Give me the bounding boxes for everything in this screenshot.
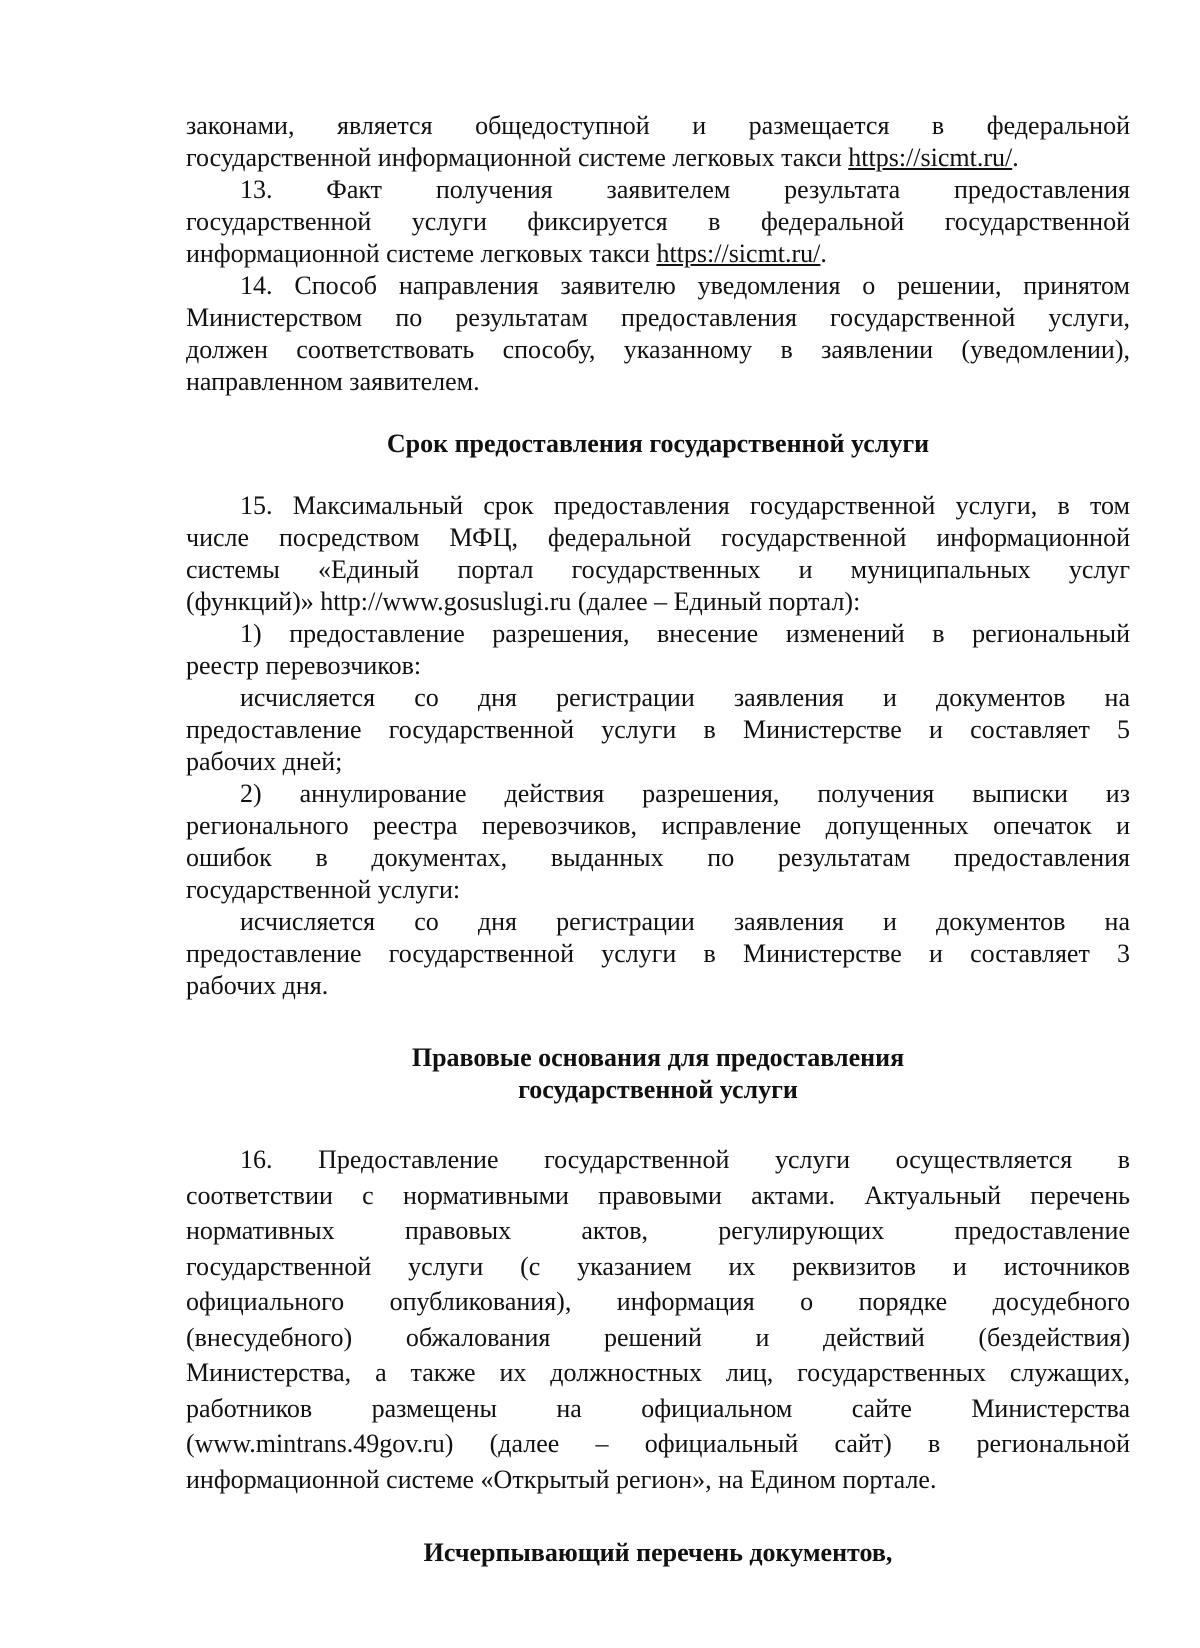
- list-item-1: 1) предоставление разрешения, внесение изменений в региональный: [240, 619, 1130, 648]
- text-line: нормативных правовых актов, регулирующих предоставление: [186, 1216, 1130, 1245]
- paragraph-12: [186, 110, 1130, 174]
- text-line: предоставление государственной услуги в Министерстве и составляет 5: [186, 715, 1130, 744]
- text-line: реестр перевозчиков:: [186, 651, 422, 680]
- section-heading-documents: Исчерпывающий перечень документов,: [423, 1538, 893, 1567]
- text-line: Министерством по результатам предоставления государственной услуги,: [186, 303, 1130, 332]
- text-line: исчисляется со дня регистрации заявления и документов на: [240, 683, 1130, 712]
- text-span: .: [820, 239, 827, 268]
- paragraph-13: [186, 174, 1130, 270]
- text-line: [186, 238, 1130, 270]
- text-line: предоставление государственной услуги в Министерстве и составляет 3: [186, 939, 1130, 968]
- section-heading-term: Срок предоставления государственной услуги: [386, 429, 930, 458]
- text-line: [186, 142, 1130, 174]
- text-line: законами, является общедоступной и размещается в федеральной: [186, 111, 1130, 140]
- sicmt-link[interactable]: https://sicmt.ru/: [656, 239, 821, 268]
- document-page: [186, 110, 1130, 1569]
- text-span: государственной информационной системе легковых такси: [186, 143, 849, 172]
- text-line: направленном заявителем.: [186, 367, 480, 396]
- text-line: государственной услуги:: [186, 875, 461, 904]
- text-line: 16. Предоставление государственной услуги осуществляется в: [240, 1145, 1130, 1174]
- text-line: ошибок в документах, выданных по результатам предоставления: [186, 843, 1130, 872]
- text-line: рабочих дней;: [186, 747, 343, 776]
- text-line: Министерства, а также их должностных лиц, государственных служащих,: [186, 1358, 1130, 1387]
- text-line: числе посредством МФЦ, федеральной государственной информационной: [186, 523, 1130, 552]
- text-line: информационной системе «Открытый регион», на Едином портале.: [186, 1464, 937, 1494]
- text-line: регионального реестра перевозчиков, исправление допущенных опечаток и: [186, 811, 1130, 840]
- section-heading-legal: Правовые основания для предоставления: [411, 1043, 905, 1072]
- text-line: (внесудебного) обжалования решений и действий (бездействия): [186, 1322, 1130, 1352]
- text-line: 15. Максимальный срок предоставления государственной услуги, в том: [240, 491, 1130, 520]
- text-line: работников размещены на официальном сайте Министерства: [186, 1393, 1130, 1423]
- text-line: должен соответствовать способу, указанному в заявлении (уведомлении),: [186, 335, 1130, 364]
- text-line: 13. Факт получения заявителем результата предоставления: [240, 175, 1130, 204]
- paragraph-14: [186, 270, 1130, 398]
- text-line: рабочих дня.: [186, 971, 329, 1000]
- text-line: (www.mintrans.49gov.ru) (далее – официальный сайт) в региональной: [186, 1429, 1130, 1458]
- text-line: государственной услуги (с указанием их реквизитов и источников: [186, 1251, 1130, 1281]
- text-span: .: [1012, 143, 1019, 172]
- text-line: системы «Единый портал государственных и муниципальных услуг: [186, 555, 1130, 584]
- text-line: 14. Способ направления заявителю уведомления о решении, принятом: [240, 271, 1130, 300]
- section-heading-legal-line2: государственной услуги: [518, 1075, 798, 1104]
- text-line: государственной услуги фиксируется в федеральной государственной: [186, 207, 1130, 236]
- text-line: исчисляется со дня регистрации заявления и документов на: [240, 907, 1130, 936]
- list-item-2: 2) аннулирование действия разрешения, получения выписки из: [240, 779, 1130, 808]
- paragraph-16: [186, 1142, 1130, 1497]
- text-span: информационной системе легковых такси: [186, 239, 657, 268]
- sicmt-link[interactable]: https://sicmt.ru/: [848, 143, 1013, 172]
- text-line: официального опубликования), информация о порядке досудебного: [186, 1287, 1130, 1316]
- paragraph-15: [186, 490, 1130, 1002]
- text-line: (функций)» http://www.gosuslugi.ru (далее – Единый портал):: [186, 587, 861, 616]
- text-line: соответствии с нормативными правовыми актами. Актуальный перечень: [186, 1180, 1130, 1210]
